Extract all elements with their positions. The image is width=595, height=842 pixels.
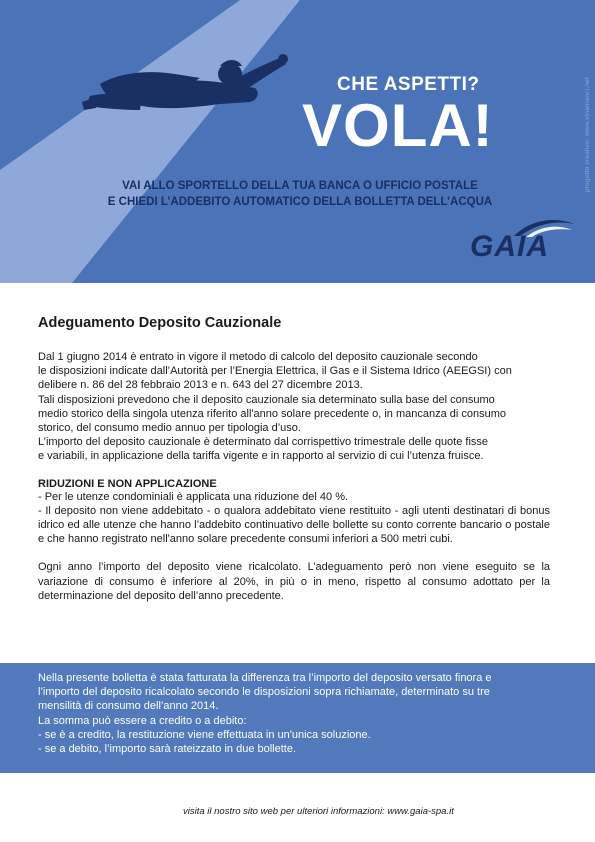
intro-line: L’importo del deposito cauzionale è determinato dal corrispettivo trimestrale delle quote fisse <box>38 436 489 449</box>
notice-box <box>0 663 595 773</box>
main-content <box>38 315 550 603</box>
intro-line: e variabili, in applicazione della tariffa vigente e in rapporto al servizio di cui l’utenza fruisce. <box>38 450 484 463</box>
notice-line: - se a debito, l’importo sarà rateizzato in due bollette. <box>38 743 297 756</box>
creative-credit: progetto creativo: www.vinamanci.net <box>584 77 591 192</box>
hero-subline-1: VAI ALLO SPORTELLO DELLA TUA BANCA O UFFICIO POSTALE <box>122 180 478 192</box>
notice-line: mensilità di consumo dell’anno 2014. <box>38 700 219 713</box>
gaia-logo <box>470 218 580 264</box>
intro-line: medio storico della singola utenza riferito all'anno solare precedente o, in mancanza di consumo <box>38 407 507 420</box>
flying-man-illustration <box>80 44 290 144</box>
notice-line: Nella presente bolletta è stata fatturata la differenza tra l’importo del deposito versato finora e <box>38 672 492 684</box>
hero-banner <box>0 0 595 283</box>
notice-line: l’importo del deposito ricalcolato secondo le disposizioni sopra richiamate, determinato su tre <box>38 686 490 699</box>
reduction-item: - Per le utenze condominiali è applicata una riduzione del 40 %. <box>38 490 349 503</box>
intro-paragraph <box>38 350 550 464</box>
intro-line: le disposizioni indicate dall’Autorità per l’Energia Elettrica, il Gas e il Sistema Idrico (AEEGSI) con <box>38 365 512 378</box>
recalc-paragraph: Ogni anno l’importo del deposito viene ricalcolato. L’adeguamento però non viene eseguito se la variazione di consumo è inferiore al 20%, in più o in meno, rispetto al consumo adottato per la determinazione del deposito dell’anno precedente. <box>38 561 550 602</box>
hero-tagline: CHE ASPETTI? <box>337 74 480 95</box>
intro-line: Dal 1 giugno 2014 è entrato in vigore il metodo di calcolo del deposito cauzionale secondo <box>38 351 478 363</box>
hero-headline: VOLA! <box>302 92 494 159</box>
notice-line: La somma può essere a credito o a debito: <box>38 714 247 727</box>
notice-line: - se è a credito, la restituzione viene effettuata in un'unica soluzione. <box>38 728 371 741</box>
intro-line: storico, del consumo medio annuo per tipologia d’uso. <box>38 422 301 435</box>
section-title: Adeguamento Deposito Cauzionale <box>38 315 282 331</box>
intro-line: delibere n. 86 del 28 febbraio 2013 e n. 643 del 27 dicembre 2013. <box>38 379 363 392</box>
logo-text: GAIA <box>470 230 549 263</box>
hero-subline-2: E CHIEDI L’ADDEBITO AUTOMATICO DELLA BOLLETTA DELL’ACQUA <box>107 196 493 208</box>
reductions-heading: RIDUZIONI E NON APPLICAZIONE <box>38 477 217 490</box>
footer-website-link[interactable]: visita il nostro sito web per ulteriori informazioni: www.gaia-spa.it <box>183 806 454 817</box>
reduction-item: - Il deposito non viene addebitato - o qualora addebitato viene restituito - agli utenti destinatari di bonus idrico ed alle utenze che hanno l’addebito continuativo delle bollette su conto corrente bancario o postale e che hanno registrato nell'anno solare precedente consumi inferiori a 500 metri cubi. <box>38 504 550 546</box>
intro-line: Tali disposizioni prevedono che il deposito cauzionale sia determinato sulla base del consumo <box>38 393 495 406</box>
